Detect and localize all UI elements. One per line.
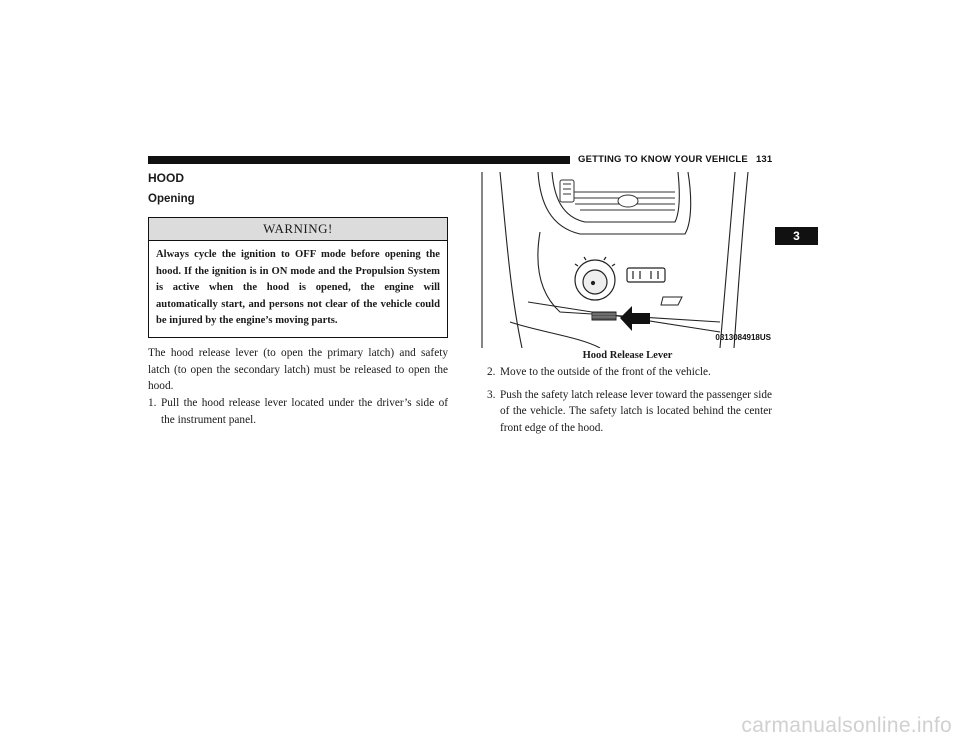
list-item xyxy=(487,387,772,437)
figure-code: 0313084918US xyxy=(715,333,771,342)
figure-caption: Hood Release Lever xyxy=(582,350,673,361)
header-rule xyxy=(148,156,570,164)
list-item xyxy=(148,395,448,428)
step-list-left xyxy=(148,395,448,428)
running-head xyxy=(578,153,778,167)
hood-release-figure xyxy=(480,172,775,348)
air-vent-icon xyxy=(560,180,675,210)
step-list-right xyxy=(487,364,772,442)
subsection-heading: Opening xyxy=(148,193,195,205)
step-text: Move to the outside of the front of the vehicle. xyxy=(500,366,711,378)
section-title: GETTING TO KNOW YOUR VEHICLE xyxy=(578,154,748,165)
step-number: 3. xyxy=(487,388,496,401)
headlamp-switch-icon xyxy=(575,257,665,300)
step-text: Push the safety latch release lever toward the passenger side of the vehicle. The safety latch is located behind the center front edge of the hood. xyxy=(500,388,772,434)
arrow-left-icon xyxy=(620,306,650,331)
intro-paragraph: The hood release lever (to open the primary latch) and safety latch (to open the secondary latch) must be released to open the hood. xyxy=(148,347,448,392)
watermark: carmanualsonline.info xyxy=(741,714,952,737)
step-number: 2. xyxy=(487,366,496,378)
warning-text: Always cycle the ignition to OFF mode before opening the hood. If the ignition is in ON mode and the Propulsion System is active when the hood is opened, the engine will automatically start, and persons not clear of the vehicle could be injured by the engine’s moving parts. xyxy=(156,249,440,326)
warning-title: WARNING! xyxy=(149,218,447,241)
page-number: 131 xyxy=(755,154,773,165)
step-number: 1. xyxy=(148,397,157,409)
dashboard-illustration xyxy=(480,172,775,348)
chapter-tab[interactable]: 3 xyxy=(775,227,818,245)
step-text: Pull the hood release lever located under the driver’s side of the instrument panel. xyxy=(161,397,448,426)
hood-release-lever-icon xyxy=(592,312,616,320)
list-item xyxy=(487,364,772,381)
section-heading: HOOD xyxy=(148,171,184,185)
warning-box xyxy=(148,217,448,338)
